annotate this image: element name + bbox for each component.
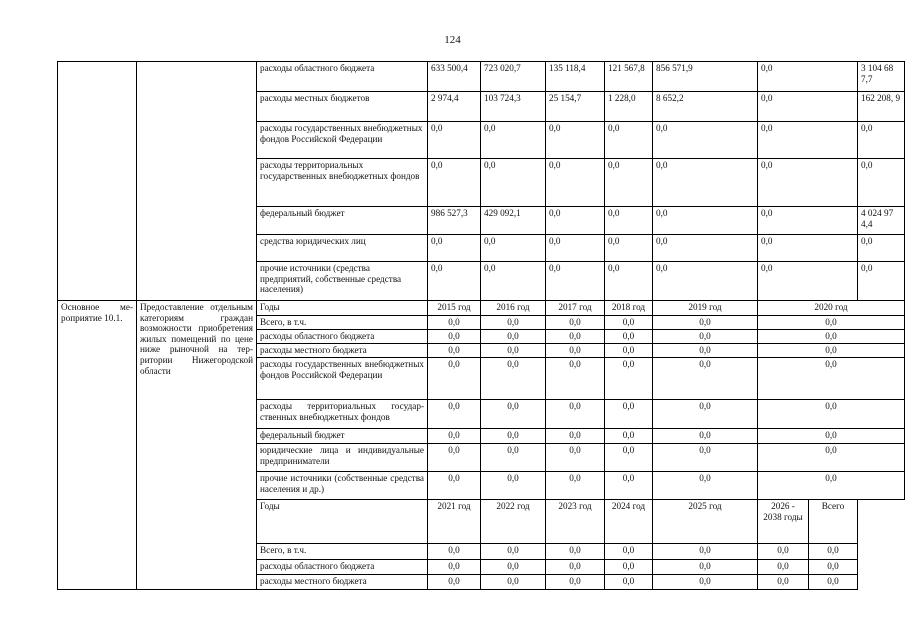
- value-cell: 103 724,3: [481, 92, 546, 122]
- value-cell: 856 571,9: [653, 62, 758, 92]
- row-label: прочие источники (средства предприятий, собственные средства населения): [257, 262, 428, 301]
- value-cell: 0,0: [546, 344, 605, 358]
- value-cell: 0,0: [758, 262, 858, 301]
- value-cell: 162 208, 9: [858, 92, 905, 122]
- year-header: 2021 год: [428, 500, 481, 544]
- value-cell: 0,0: [758, 544, 809, 560]
- value-cell: 0,0: [605, 262, 653, 301]
- value-cell: 0,0: [809, 575, 858, 590]
- row-label: расходы местных бюджетов: [257, 92, 428, 122]
- row-label: Всего, в т.ч.: [257, 316, 428, 330]
- value-cell: 0,0: [605, 560, 653, 575]
- value-cell: 0,0: [428, 429, 481, 444]
- value-cell: 0,0: [546, 330, 605, 344]
- value-cell: 4 024 97 4,4: [858, 207, 905, 235]
- row-label: расходы государственных внебюджетных фондов Российской Федерации: [257, 358, 428, 400]
- value-cell: 723 020,7: [481, 62, 546, 92]
- value-cell: 0,0: [428, 159, 481, 207]
- value-cell: 0,0: [481, 316, 546, 330]
- value-cell: 0,0: [653, 207, 758, 235]
- value-cell: 0,0: [605, 444, 653, 472]
- value-cell: 0,0: [546, 544, 605, 560]
- row-label: расходы областного бюджета: [257, 560, 428, 575]
- value-cell: 0,0: [605, 472, 653, 500]
- value-cell: 0,0: [546, 400, 605, 429]
- value-cell: 0,0: [653, 560, 758, 575]
- value-cell: 0,0: [758, 575, 809, 590]
- value-cell: 135 118,4: [546, 62, 605, 92]
- value-cell: 0,0: [546, 560, 605, 575]
- value-cell: 0,0: [605, 159, 653, 207]
- value-cell: 0,0: [758, 92, 858, 122]
- value-cell: 0,0: [758, 400, 905, 429]
- value-cell: 0,0: [653, 444, 758, 472]
- event-label: Основное мероприятие 10.1.: [58, 301, 137, 590]
- value-cell: 0,0: [653, 544, 758, 560]
- value-cell: 0,0: [481, 575, 546, 590]
- row-label: расходы местного бюджета: [257, 575, 428, 590]
- value-cell: 0,0: [428, 344, 481, 358]
- row-label: расходы областного бюджета: [257, 330, 428, 344]
- value-cell: 0,0: [428, 575, 481, 590]
- value-cell: 0,0: [653, 344, 758, 358]
- value-cell: 0,0: [546, 358, 605, 400]
- value-cell: 0,0: [653, 316, 758, 330]
- value-cell: 0,0: [428, 235, 481, 262]
- value-cell: 0,0: [546, 575, 605, 590]
- row-label: расходы территориальных государственных внебюджетных фондов: [257, 400, 428, 429]
- value-cell: 0,0: [858, 235, 905, 262]
- row-label: федеральный бюджет: [257, 429, 428, 444]
- value-cell: 0,0: [758, 429, 905, 444]
- value-cell: 0,0: [605, 207, 653, 235]
- value-cell: 0,0: [758, 358, 905, 400]
- value-cell: 0,0: [605, 429, 653, 444]
- value-cell: 0,0: [605, 358, 653, 400]
- row-label: расходы территориальных государственных внебюджетных фондов: [257, 159, 428, 207]
- value-cell: 0,0: [653, 330, 758, 344]
- value-cell: 0,0: [758, 330, 905, 344]
- row-label: расходы областного бюджета: [257, 62, 428, 92]
- value-cell: 0,0: [428, 560, 481, 575]
- value-cell: 0,0: [481, 400, 546, 429]
- value-cell: 0,0: [758, 316, 905, 330]
- value-cell: 0,0: [428, 444, 481, 472]
- table-row: [58, 62, 905, 92]
- value-cell: 0,0: [858, 262, 905, 301]
- value-cell: 0,0: [758, 207, 858, 235]
- value-cell: 0,0: [428, 358, 481, 400]
- year-header: 2017 год: [546, 301, 605, 316]
- value-cell: 0,0: [605, 330, 653, 344]
- value-cell: 0,0: [428, 316, 481, 330]
- value-cell: 0,0: [758, 472, 905, 500]
- value-cell: 0,0: [481, 330, 546, 344]
- value-cell: 0,0: [605, 544, 653, 560]
- value-cell: 0,0: [653, 472, 758, 500]
- value-cell: 0,0: [653, 429, 758, 444]
- value-cell: 0,0: [481, 344, 546, 358]
- value-cell: 1 228,0: [605, 92, 653, 122]
- year-header: 2022 год: [481, 500, 546, 544]
- value-cell: 0,0: [653, 235, 758, 262]
- value-cell: 0,0: [758, 159, 858, 207]
- event-description: Предоставление отдельным категориям граждан возможности приобретения жилых помещений по цене ниже рыночной на территории Нижегородской области: [137, 301, 257, 590]
- year-header: 2019 год: [653, 301, 758, 316]
- year-header: 2024 год: [605, 500, 653, 544]
- value-cell: 0,0: [546, 207, 605, 235]
- value-cell: 0,0: [605, 316, 653, 330]
- value-cell: 0,0: [546, 122, 605, 159]
- value-cell: 0,0: [481, 358, 546, 400]
- value-cell: 0,0: [653, 122, 758, 159]
- value-cell: 0,0: [428, 400, 481, 429]
- value-cell: 0,0: [653, 262, 758, 301]
- event-cell-continued: [58, 62, 137, 301]
- value-cell: 0,0: [481, 472, 546, 500]
- value-cell: 0,0: [546, 235, 605, 262]
- value-cell: 0,0: [546, 159, 605, 207]
- value-cell: 0,0: [481, 444, 546, 472]
- years-header-row: [58, 301, 905, 316]
- value-cell: 0,0: [809, 544, 858, 560]
- year-header: 2018 год: [605, 301, 653, 316]
- value-cell: 0,0: [858, 159, 905, 207]
- value-cell: 633 500,4: [428, 62, 481, 92]
- value-cell: 0,0: [653, 358, 758, 400]
- value-cell: 0,0: [605, 235, 653, 262]
- value-cell: 3 104 68 7,7: [858, 62, 905, 92]
- year-header: 2020 год: [758, 301, 905, 316]
- years-header: Годы: [257, 500, 428, 544]
- description-cell-continued: [137, 62, 257, 301]
- value-cell: 0,0: [653, 159, 758, 207]
- value-cell: 0,0: [428, 330, 481, 344]
- value-cell: 0,0: [605, 122, 653, 159]
- value-cell: 0,0: [481, 235, 546, 262]
- value-cell: 0,0: [653, 400, 758, 429]
- value-cell: 0,0: [481, 429, 546, 444]
- years-header: Годы: [257, 301, 428, 316]
- value-cell: 0,0: [546, 429, 605, 444]
- value-cell: 0,0: [758, 122, 858, 159]
- value-cell: 0,0: [653, 575, 758, 590]
- value-cell: 25 154,7: [546, 92, 605, 122]
- row-label: прочие источники (собственные средства населения и др.): [257, 472, 428, 500]
- value-cell: 0,0: [481, 560, 546, 575]
- value-cell: 0,0: [481, 262, 546, 301]
- year-header: 2016 год: [481, 301, 546, 316]
- year-header: 2025 год: [653, 500, 758, 544]
- value-cell: 0,0: [546, 316, 605, 330]
- year-header: 2015 год: [428, 301, 481, 316]
- value-cell: 0,0: [546, 262, 605, 301]
- page-number: 124: [444, 34, 461, 46]
- value-cell: 0,0: [605, 575, 653, 590]
- row-label: расходы государственных внебюджетных фондов Российской Федерации: [257, 122, 428, 159]
- row-label: средства юридических лиц: [257, 235, 428, 262]
- row-label: федеральный бюджет: [257, 207, 428, 235]
- value-cell: 0,0: [605, 400, 653, 429]
- value-cell: 2 974,4: [428, 92, 481, 122]
- value-cell: 0,0: [858, 122, 905, 159]
- value-cell: 0,0: [758, 62, 858, 92]
- value-cell: 0,0: [481, 122, 546, 159]
- row-label: юридические лица и индивидуальные предприниматели: [257, 444, 428, 472]
- year-header: Всего: [809, 500, 858, 544]
- value-cell: 0,0: [481, 159, 546, 207]
- value-cell: 0,0: [758, 560, 809, 575]
- row-label: Всего, в т.ч.: [257, 544, 428, 560]
- value-cell: 0,0: [428, 262, 481, 301]
- value-cell: 0,0: [758, 444, 905, 472]
- value-cell: 0,0: [605, 344, 653, 358]
- value-cell: 429 092,1: [481, 207, 546, 235]
- value-cell: 0,0: [758, 344, 905, 358]
- value-cell: 0,0: [809, 560, 858, 575]
- value-cell: 0,0: [546, 472, 605, 500]
- value-cell: 0,0: [428, 544, 481, 560]
- value-cell: 0,0: [758, 235, 858, 262]
- value-cell: 8 652,2: [653, 92, 758, 122]
- row-label: расходы местного бюджета: [257, 344, 428, 358]
- budget-table: [57, 61, 905, 590]
- value-cell: 0,0: [546, 444, 605, 472]
- year-header: 2023 год: [546, 500, 605, 544]
- value-cell: 0,0: [428, 122, 481, 159]
- value-cell: 0,0: [481, 544, 546, 560]
- year-header: 2026 - 2038 годы: [758, 500, 809, 544]
- value-cell: 121 567,8: [605, 62, 653, 92]
- value-cell: 0,0: [428, 472, 481, 500]
- value-cell: 986 527,3: [428, 207, 481, 235]
